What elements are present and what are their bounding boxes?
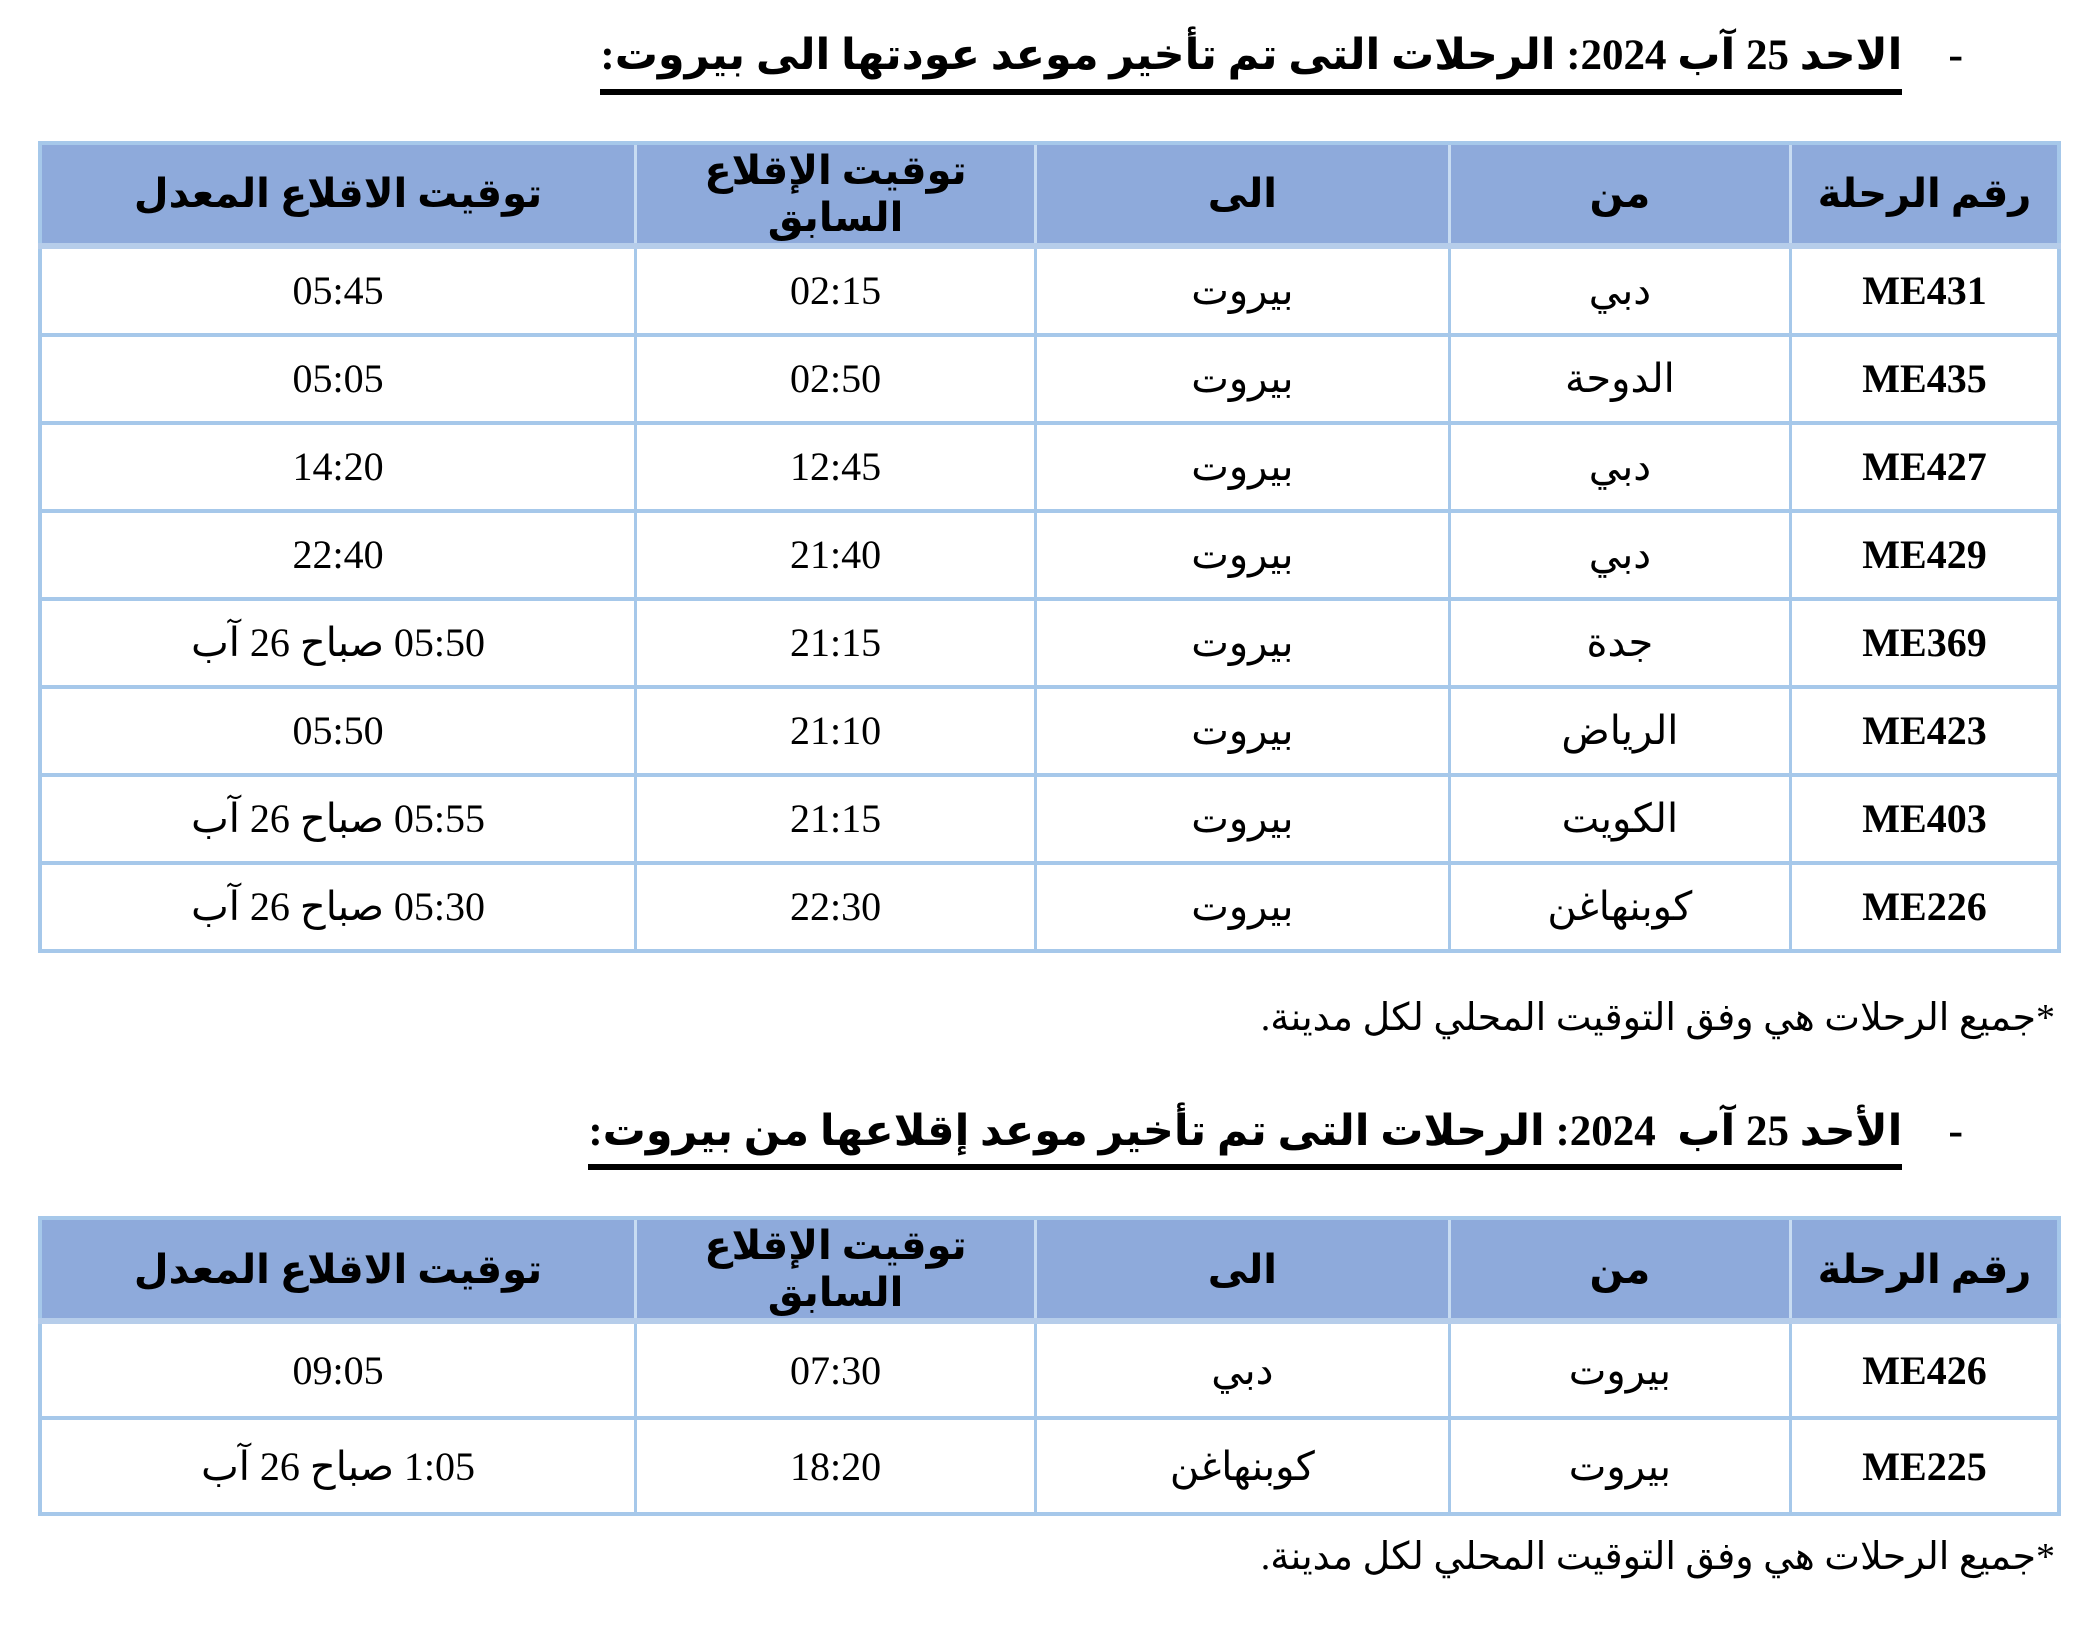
section-delayed-returns: [0, 30, 2091, 1040]
section-title-row: [0, 1106, 2091, 1171]
cell-origin: بيروت: [1449, 1418, 1790, 1514]
cell-flight-number: ME426: [1790, 1321, 2059, 1418]
cell-origin: جدة: [1449, 599, 1790, 687]
cell-destination: بيروت: [1035, 423, 1449, 511]
cell-destination: بيروت: [1035, 511, 1449, 599]
table-row: [40, 599, 2059, 687]
delayed-departures-table: [38, 1216, 2061, 1516]
cell-previous-departure-time: 12:45: [636, 423, 1036, 511]
list-dash-bullet: -: [1948, 1105, 1963, 1155]
cell-previous-departure-time: 21:10: [636, 687, 1036, 775]
col-header-to: الى: [1035, 143, 1449, 246]
cell-flight-number: ME435: [1790, 335, 2059, 423]
col-header-flight-number: رقم الرحلة: [1790, 143, 2059, 246]
cell-destination: بيروت: [1035, 246, 1449, 335]
delayed-returns-table: [38, 141, 2061, 953]
cell-previous-departure-time: 21:15: [636, 775, 1036, 863]
cell-previous-departure-time: 21:40: [636, 511, 1036, 599]
cell-revised-departure-time: 05:05: [40, 335, 636, 423]
col-header-previous-departure-time: توقيت الإقلاع السابق: [636, 1218, 1036, 1321]
table-row: [40, 511, 2059, 599]
cell-revised-departure-time: 09:05: [40, 1321, 636, 1418]
col-header-from: من: [1449, 1218, 1790, 1321]
cell-destination: دبي: [1035, 1321, 1449, 1418]
cell-revised-departure-time: 05:55 صباح 26 آب: [40, 775, 636, 863]
cell-previous-departure-time: 02:15: [636, 246, 1036, 335]
table-row: [40, 335, 2059, 423]
section-title-delayed-departures: الأحد 25 آب 2024: الرحلات التى تم تأخير موعد إقلاعها من بيروت:: [588, 1106, 1902, 1171]
cell-flight-number: ME429: [1790, 511, 2059, 599]
cell-previous-departure-time: 22:30: [636, 863, 1036, 951]
cell-revised-departure-time: 05:50 صباح 26 آب: [40, 599, 636, 687]
cell-flight-number: ME403: [1790, 775, 2059, 863]
cell-revised-departure-time: 14:20: [40, 423, 636, 511]
col-header-to: الى: [1035, 1218, 1449, 1321]
cell-previous-departure-time: 07:30: [636, 1321, 1036, 1418]
cell-origin: الدوحة: [1449, 335, 1790, 423]
cell-destination: بيروت: [1035, 599, 1449, 687]
cell-origin: الكويت: [1449, 775, 1790, 863]
cell-revised-departure-time: 05:50: [40, 687, 636, 775]
cell-previous-departure-time: 02:50: [636, 335, 1036, 423]
section-delayed-departures: [0, 1106, 2091, 1580]
table-row: [40, 1418, 2059, 1514]
cell-flight-number: ME427: [1790, 423, 2059, 511]
table-header-row: [40, 1218, 2059, 1321]
table-row: [40, 863, 2059, 951]
local-time-footnote: *جميع الرحلات هي وفق التوقيت المحلي لكل مدينة.: [1260, 1536, 2055, 1579]
cell-destination: بيروت: [1035, 775, 1449, 863]
cell-revised-departure-time: 05:30 صباح 26 آب: [40, 863, 636, 951]
cell-origin: دبي: [1449, 246, 1790, 335]
cell-origin: بيروت: [1449, 1321, 1790, 1418]
section-title-row: [0, 30, 2091, 95]
cell-origin: الرياض: [1449, 687, 1790, 775]
cell-flight-number: ME431: [1790, 246, 2059, 335]
table-row: [40, 1321, 2059, 1418]
cell-flight-number: ME225: [1790, 1418, 2059, 1514]
cell-revised-departure-time: 1:05 صباح 26 آب: [40, 1418, 636, 1514]
table-header-row: [40, 143, 2059, 246]
local-time-footnote: *جميع الرحلات هي وفق التوقيت المحلي لكل مدينة.: [1260, 996, 2055, 1039]
col-header-revised-departure-time: توقيت الاقلاع المعدل: [40, 1218, 636, 1321]
cell-flight-number: ME369: [1790, 599, 2059, 687]
cell-revised-departure-time: 05:45: [40, 246, 636, 335]
cell-previous-departure-time: 21:15: [636, 599, 1036, 687]
document-page: [0, 30, 2091, 1634]
cell-origin: كوبنهاغن: [1449, 863, 1790, 951]
cell-revised-departure-time: 22:40: [40, 511, 636, 599]
col-header-from: من: [1449, 143, 1790, 246]
cell-destination: بيروت: [1035, 335, 1449, 423]
cell-origin: دبي: [1449, 423, 1790, 511]
section-title-delayed-returns: الاحد 25 آب 2024: الرحلات التى تم تأخير موعد عودتها الى بيروت:: [600, 30, 1902, 95]
col-header-revised-departure-time: توقيت الاقلاع المعدل: [40, 143, 636, 246]
cell-previous-departure-time: 18:20: [636, 1418, 1036, 1514]
table-row: [40, 246, 2059, 335]
cell-origin: دبي: [1449, 511, 1790, 599]
col-header-previous-departure-time: توقيت الإقلاع السابق: [636, 143, 1036, 246]
cell-flight-number: ME423: [1790, 687, 2059, 775]
table-row: [40, 687, 2059, 775]
table-row: [40, 775, 2059, 863]
col-header-flight-number: رقم الرحلة: [1790, 1218, 2059, 1321]
cell-flight-number: ME226: [1790, 863, 2059, 951]
cell-destination: بيروت: [1035, 687, 1449, 775]
cell-destination: بيروت: [1035, 863, 1449, 951]
table-row: [40, 423, 2059, 511]
cell-destination: كوبنهاغن: [1035, 1418, 1449, 1514]
list-dash-bullet: -: [1948, 30, 1963, 79]
